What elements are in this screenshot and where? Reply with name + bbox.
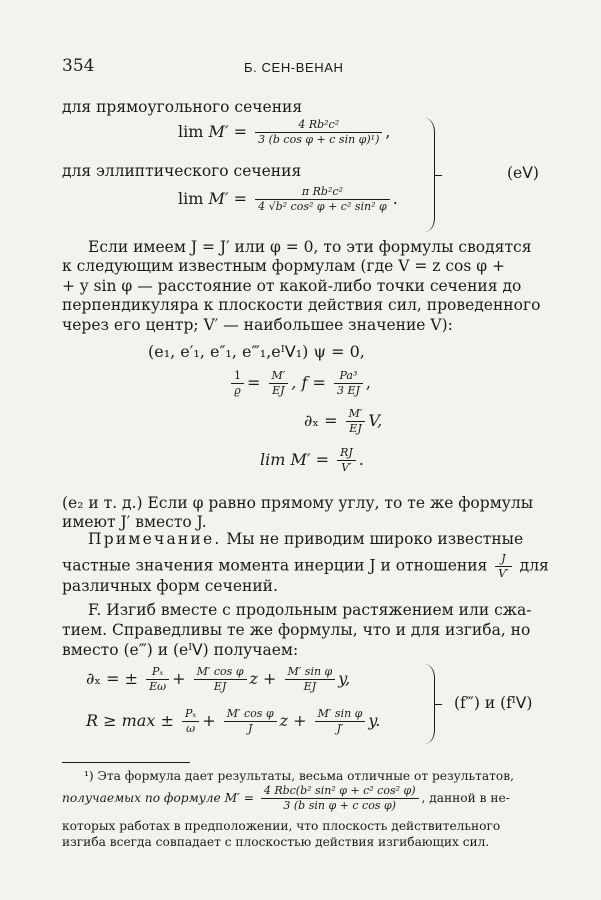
y-comma: y, (338, 669, 351, 688)
y-period: y. (368, 711, 381, 730)
para1-line2: к следующим известным формулам (где V = z cos φ + (62, 257, 506, 276)
label-rectangular-section: для прямоугольного сечения (62, 98, 303, 116)
numerator: M′ cos φ (196, 665, 244, 678)
para1-line3: + y sin φ — расстояние от какой-либо точки сечения до (62, 276, 522, 295)
footnote-rule (62, 762, 190, 763)
fraction-m-over-ej (269, 370, 289, 397)
footnote-line2-b: , данной в не- (421, 791, 510, 805)
fraction-deflection (334, 370, 363, 397)
numerator: Pa³ (339, 369, 358, 382)
fraction-rectangular (255, 119, 382, 146)
fraction-elliptical (255, 186, 390, 213)
footnote-line1: ¹) Эта формула дает результаты, весьма отличные от результатов, (84, 769, 514, 783)
para2-line2: имеют J′ вместо J. (62, 513, 207, 532)
note-line2 (62, 553, 549, 580)
equation-tag-f: (f‴) и (fᴵᐯ) (454, 694, 533, 712)
m-prime: M′ = (208, 122, 248, 141)
footnote-line2-a: получаемых по формуле M′ = (62, 791, 254, 805)
paragraph-section-f (62, 600, 532, 660)
numerator: M′ sin φ (317, 707, 363, 720)
period: . (358, 450, 364, 469)
denominator: EJ (194, 679, 247, 693)
formula-elliptical (178, 186, 398, 213)
formula-limit-moment (260, 447, 364, 474)
v-comma: V, (368, 411, 383, 430)
z-plus: z + (279, 711, 307, 730)
para4-line1: F. Изгиб вместе с продольным растяжением или сжа- (88, 601, 532, 619)
para1-line1: Если имеем J = J′ или φ = 0, то эти формулы сводятся (88, 238, 532, 256)
paragraph-right-angle (62, 494, 533, 533)
denominator: Eω (146, 679, 169, 693)
fraction-msin-over-jp (315, 708, 366, 735)
numerator: 4 Rbc(b² sin² φ + c² cos² φ) (263, 784, 416, 797)
formula-rectangular (178, 119, 390, 146)
lim-operator: lim (178, 122, 204, 141)
period: . (392, 189, 398, 208)
numerator: M′ (348, 407, 363, 420)
note-line1 (88, 530, 523, 549)
formula-f3 (86, 666, 350, 693)
footnote-line3: которых работах в предположении, что плоскость действительного (62, 819, 501, 833)
denominator: 3 (b sin φ + c cos φ) (261, 798, 419, 812)
plus: + (172, 669, 186, 688)
fraction-px-over-ew (146, 666, 169, 693)
denominator: J′ (315, 721, 366, 735)
para4-line3: вместо (e‴) и (eᴵᐯ) получаем: (62, 641, 299, 659)
label-elliptical-section: для эллиптического сечения (62, 162, 302, 180)
fraction-mcos-over-ej (194, 666, 247, 693)
page-number: 354 (62, 56, 95, 76)
formula-e-series: (e₁, e′₁, e″₁, e‴₁,eᴵᐯ₁) ψ = 0, (148, 342, 365, 361)
denominator: J (224, 721, 277, 735)
lim-operator: lim (178, 189, 204, 208)
fraction-one-over-rho (231, 370, 244, 397)
right-brace (424, 664, 435, 744)
denominator: ω (182, 721, 199, 735)
note-line1-rest: Мы не приводим широко известные (221, 530, 524, 548)
note-word: Примечание. (88, 530, 222, 548)
numerator: Pₓ (184, 707, 197, 720)
denominator: 4 √b² cos² φ + c² sin² φ (255, 199, 390, 213)
denominator: ϱ (231, 383, 244, 397)
numerator: 4 Rb²c² (298, 118, 340, 131)
fraction-mcos-over-j (224, 708, 277, 735)
numerator: 1 (234, 369, 241, 382)
fraction-rj-over-v (337, 447, 356, 474)
footnote-line4: изгиба всегда совпадает с плоскостью действия изгибающих сил. (62, 835, 490, 849)
equation-tag-eV: (eᐯ) (507, 164, 539, 182)
right-brace (424, 118, 435, 232)
numerator: π Rb²c² (301, 185, 343, 198)
fraction-px-over-w (182, 708, 199, 735)
comma: , (365, 373, 371, 392)
lim-m-prime: lim M′ = (260, 450, 329, 469)
formula-f4 (86, 708, 380, 735)
formula-stress (304, 408, 382, 435)
denominator: V′ (495, 566, 511, 580)
numerator: RJ (340, 446, 353, 459)
note-line3: различных форм сечений. (62, 577, 278, 595)
paragraph-reduction (62, 238, 540, 335)
fraction-j-over-v (495, 553, 511, 580)
z-plus: z + (249, 669, 277, 688)
plus: + (202, 711, 216, 730)
formula-curvature (228, 370, 371, 397)
denominator: EJ (269, 383, 289, 397)
numerator: J (501, 552, 506, 565)
numerator: Pₓ (151, 665, 164, 678)
fraction-msin-over-ej (285, 666, 336, 693)
fraction-footnote (261, 785, 419, 812)
f-equals: , f = (291, 373, 326, 392)
numerator: M′ sin φ (287, 665, 333, 678)
note-line2-a: частные значения момента инерции J и отношения (62, 556, 488, 575)
denominator: EJ (285, 679, 336, 693)
denominator: 3 EJ (334, 383, 363, 397)
footnote-line2 (62, 785, 510, 812)
numerator: M′ cos φ (226, 707, 274, 720)
lhs: R ≥ max ± (86, 711, 174, 730)
denominator: EJ (346, 421, 366, 435)
running-title: Б. СЕН-ВЕНАН (244, 60, 344, 75)
dx-equals: ∂ₓ = (304, 411, 338, 430)
equals: = (247, 373, 261, 392)
para2-line1: (e₂ и т. д.) Если φ равно прямому углу, то те же формулы (62, 494, 534, 512)
note-line2-b: для (519, 556, 549, 575)
fraction-m-over-ej (346, 408, 366, 435)
lhs: ∂ₓ = ± (86, 669, 139, 688)
para1-line5: через его центр; V′ — наибольшее значение V): (62, 315, 453, 334)
numerator: M′ (271, 369, 286, 382)
denominator: V′ (337, 460, 356, 474)
denominator: 3 (b cos φ + c sin φ)¹) (255, 132, 382, 146)
para1-line4: перпендикуляра к плоскости действия сил, проведенного (62, 296, 541, 315)
para4-line2: тием. Справедливы те же формулы, что и для изгиба, но (62, 621, 531, 639)
m-prime: M′ = (208, 189, 248, 208)
comma: , (385, 122, 391, 141)
